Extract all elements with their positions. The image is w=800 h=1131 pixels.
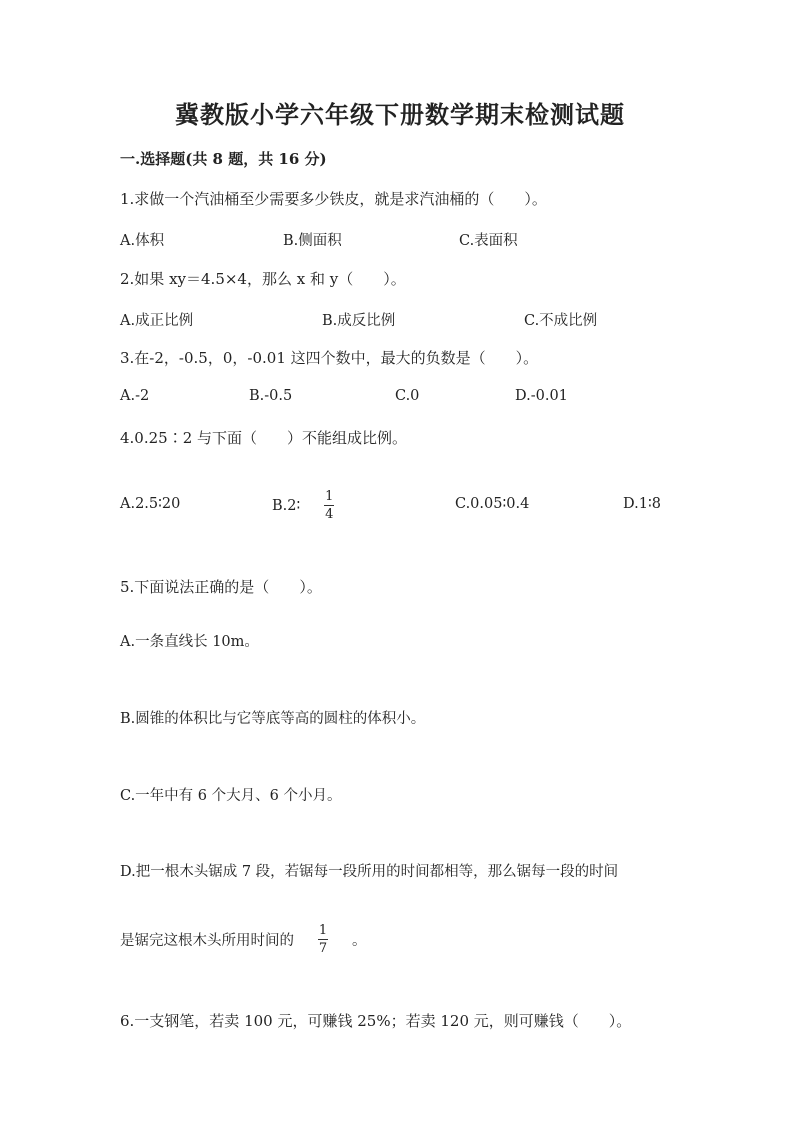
q4-option-b bbox=[272, 489, 334, 522]
question-6: 6.一支钢笔，若卖 100 元，可赚钱 25%；若卖 120 元，则可赚钱（ ）。 bbox=[120, 1012, 632, 1030]
q4-option-b-prefix: B.2∶ bbox=[272, 497, 301, 514]
q1-option-c: C.表面积 bbox=[459, 233, 518, 249]
q3-option-d: D.-0.01 bbox=[515, 388, 568, 404]
q5-option-d-end: 。 bbox=[352, 933, 367, 949]
fraction-bar bbox=[324, 505, 334, 506]
q5-option-d-line1: D.把一根木头锯成 7 段，若锯每一段所用的时间都相等，那么锯每一段的时间 bbox=[120, 864, 619, 880]
fraction-bar bbox=[318, 939, 328, 940]
section-heading: 一.选择题(共 8 题，共 16 分) bbox=[120, 150, 327, 168]
q2-option-b: B.成反比例 bbox=[322, 313, 396, 329]
q5-option-d-text: 是锯完这根木头所用时间的 bbox=[120, 933, 294, 949]
fraction-one-quarter bbox=[324, 489, 334, 522]
q5-option-b: B.圆锥的体积比与它等底等高的圆柱的体积小。 bbox=[120, 711, 426, 727]
q4-option-c: C.0.05∶0.4 bbox=[455, 496, 530, 512]
q4-option-a: A.2.5∶20 bbox=[120, 496, 181, 512]
question-1: 1.求做一个汽油桶至少需要多少铁皮，就是求汽油桶的（ ）。 bbox=[120, 190, 547, 208]
q1-option-a: A.体积 bbox=[120, 233, 165, 249]
fraction-one-seventh bbox=[318, 923, 328, 956]
q3-option-c: C.0 bbox=[395, 388, 420, 404]
page-title: 冀教版小学六年级下册数学期末检测试题 bbox=[175, 100, 625, 129]
q5-option-a: A.一条直线长 10m。 bbox=[120, 634, 259, 650]
question-2: 2.如果 xy＝4.5×4，那么 x 和 y（ ）。 bbox=[120, 270, 406, 288]
question-3: 3.在-2，-0.5，0，-0.01 这四个数中，最大的负数是（ ）。 bbox=[120, 349, 539, 367]
q5-option-d-line2 bbox=[120, 923, 367, 956]
q2-option-a: A.成正比例 bbox=[120, 313, 194, 329]
q3-option-a: A.-2 bbox=[120, 388, 150, 404]
fraction-denominator: 4 bbox=[325, 507, 334, 522]
fraction-numerator: 1 bbox=[325, 489, 334, 504]
q2-option-c: C.不成比例 bbox=[524, 313, 598, 329]
q1-option-b: B.侧面积 bbox=[283, 233, 342, 249]
q3-option-b: B.-0.5 bbox=[249, 388, 293, 404]
question-4: 4.0.25∶2 与下面（ ）不能组成比例。 bbox=[120, 429, 408, 447]
q4-option-d: D.1∶8 bbox=[623, 496, 661, 512]
q5-option-c: C.一年中有 6 个大月、6 个小月。 bbox=[120, 788, 342, 804]
fraction-numerator: 1 bbox=[318, 923, 328, 938]
question-5: 5.下面说法正确的是（ ）。 bbox=[120, 578, 322, 596]
fraction-denominator: 7 bbox=[318, 941, 328, 956]
